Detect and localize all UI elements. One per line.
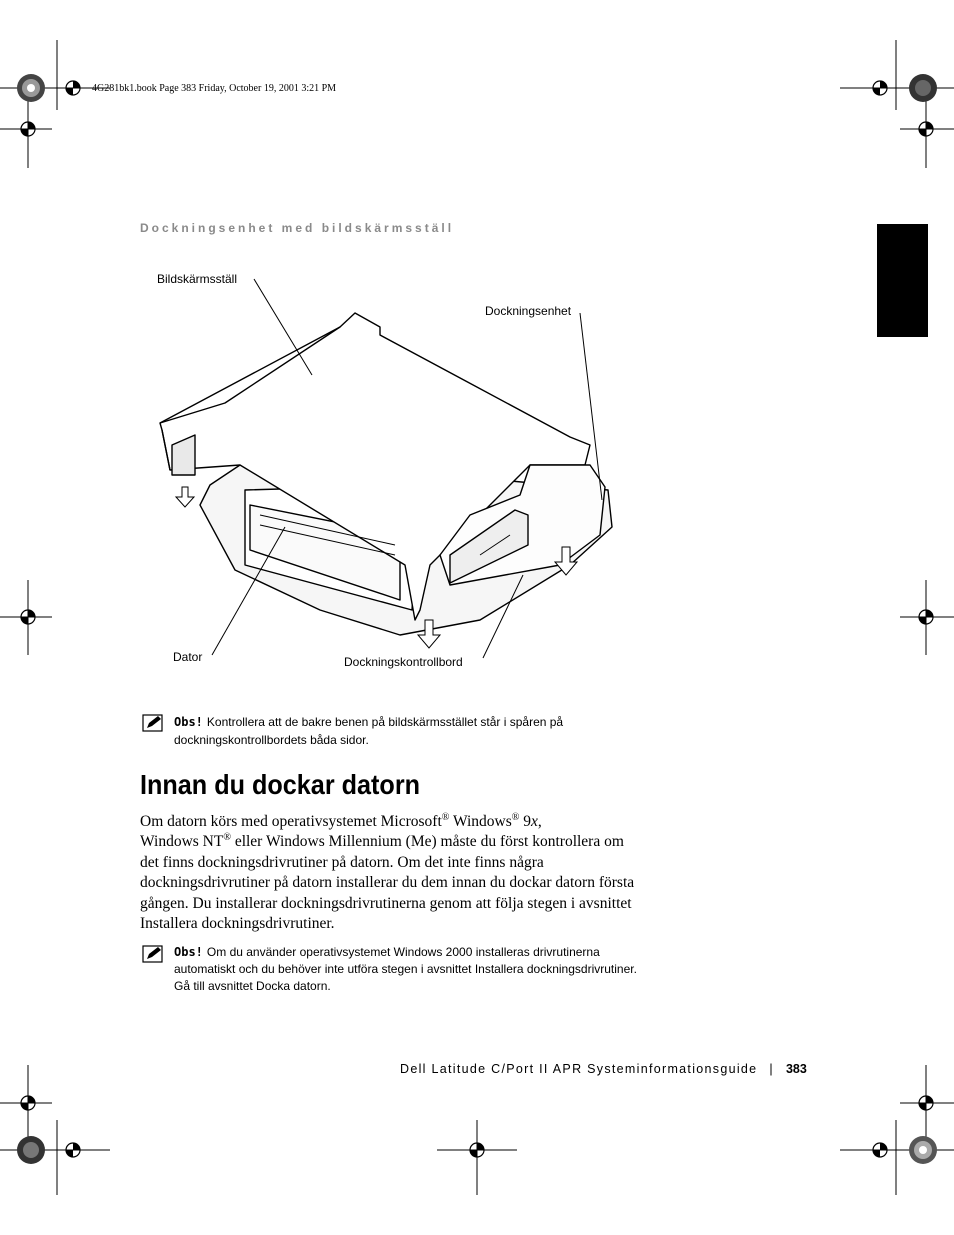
body-text-italic: x xyxy=(531,813,538,830)
chapter-tab-block xyxy=(877,224,928,337)
body-text-part: Om datorn körs med operativsystemet Microsoft xyxy=(140,813,442,830)
note-pencil-icon xyxy=(142,713,164,733)
note-text: Kontrollera att de bakre benen på bildskärmsstället står i spåren på dockningskontrollbordets båda sidor. xyxy=(174,715,564,747)
docking-station-illustration xyxy=(150,265,630,675)
note-monitor-stand-legs xyxy=(142,713,642,749)
section-label: Dockningsenhet med bildskärmsställ xyxy=(140,221,455,235)
body-text-part: Windows xyxy=(449,813,512,830)
page-number: 383 xyxy=(785,1062,807,1076)
registered-mark: ® xyxy=(223,832,231,844)
footer-title: Dell Latitude C/Port II APR Systeminformationsguide xyxy=(400,1062,758,1076)
body-text-part: , xyxy=(537,813,542,830)
body-text-part: Windows NT xyxy=(140,833,224,851)
note-pencil-icon xyxy=(142,944,164,964)
page-footer xyxy=(400,1062,807,1076)
callout-docking-unit: Dockningsenhet xyxy=(485,304,572,318)
body-text-part: eller Windows Millennium (Me) måste du först kontrollera om det finns dockningsdrivrutiner på datorn. Om det inte finns några dockningsdrivrutiner på datorn installerar du dem innan du dockar datorn första gången. Du installerar dockningsdrivrutinerna genom att följa stegen i avsnittet Installera dockningsdrivrutiner. xyxy=(140,833,635,933)
page-heading: Innan du dockar datorn xyxy=(140,769,421,800)
note-label: Obs! xyxy=(174,715,203,729)
body-paragraph xyxy=(140,812,640,934)
registered-mark: ® xyxy=(441,811,450,823)
note-windows-2000 xyxy=(142,944,642,995)
docking-station-drawing xyxy=(150,265,630,675)
footer-separator: | xyxy=(769,1062,774,1076)
registered-mark: ® xyxy=(511,811,520,823)
callout-computer: Dator xyxy=(173,650,203,664)
note-text: Om du använder operativsystemet Windows 2000 installeras drivrutinerna automatiskt och du behöver inte utföra stegen i avsnittet Installera dockningsdrivrutiner. Gå till avsnittet Docka datorn. xyxy=(174,945,637,993)
print-header-info: 4G281bk1.book Page 383 Friday, October 19, 2001 3:21 PM xyxy=(92,83,337,94)
callout-monitor-stand: Bildskärmsställ xyxy=(157,272,238,286)
callout-docking-control-board: Dockningskontrollbord xyxy=(344,655,463,669)
body-text-part: 9 xyxy=(519,813,531,830)
note-label: Obs! xyxy=(174,945,203,959)
